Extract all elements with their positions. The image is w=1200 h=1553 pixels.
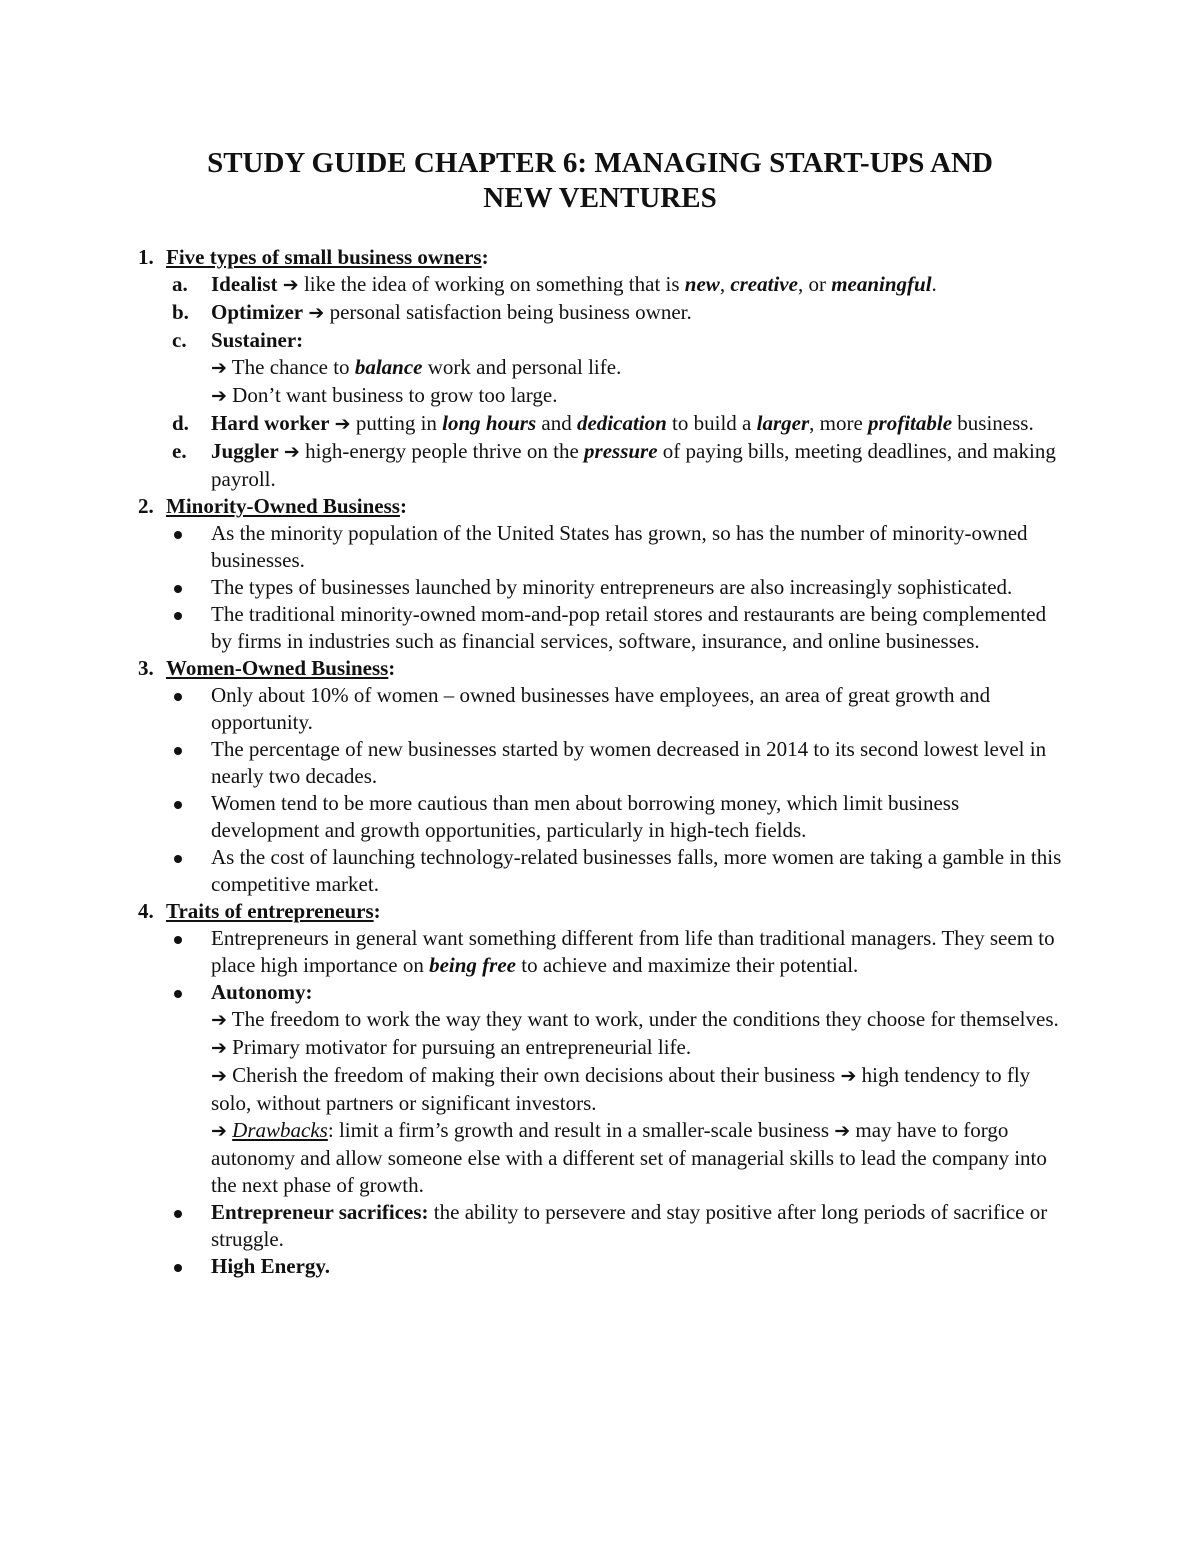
right-arrow-icon: ➔ (840, 1065, 857, 1087)
right-arrow-icon: ➔ (211, 1065, 227, 1087)
document-body (138, 244, 1068, 1280)
list-item: As the cost of launching technology-related businesses falls, more women are taking a gamble in this competitive market. (138, 844, 1068, 898)
bullet-icon (174, 1210, 182, 1218)
sub-line: ➔ Drawbacks: limit a firm’s growth and result in a smaller-scale business ➔ may have to forgo autonomy and allow someone else with a different set of managerial skills to lead the company into the next phase of growth. (211, 1118, 1047, 1197)
list-marker: e. (172, 439, 187, 463)
bullet-icon (174, 531, 182, 539)
term: Sustainer: (211, 328, 304, 352)
list-item-autonomy (138, 979, 1068, 1199)
bullet-icon (174, 990, 182, 998)
list-item-sustainer (138, 327, 1068, 410)
title-line-1: STUDY GUIDE CHAPTER 6: MANAGING START-UPS AND (207, 147, 993, 179)
list-item-juggler: e. Juggler ➔ high-energy people thrive on the pressure of paying bills, meeting deadlines, and making payroll. (172, 439, 1056, 491)
sub-line: ➔ The chance to balance work and personal life. (211, 355, 622, 379)
section-title: Traits of entrepreneurs (166, 899, 374, 923)
sub-line: ➔ Don’t want business to grow too large. (211, 383, 558, 407)
bullet-icon (174, 855, 182, 863)
bullet-icon (174, 1264, 182, 1272)
title-line-2: NEW VENTURES (483, 182, 717, 214)
right-arrow-icon: ➔ (211, 385, 227, 407)
sub-line: ➔ Cherish the freedom of making their own decisions about their business ➔ high tendency to fly solo, without partners or significant investors. (211, 1063, 1031, 1115)
right-arrow-icon: ➔ (834, 1120, 851, 1142)
list-item: As the minority population of the United States has grown, so has the number of minority-owned businesses. (138, 520, 1068, 574)
term: Juggler (211, 439, 279, 463)
section-title: Women-Owned Business (166, 656, 389, 680)
section-number: 3. (138, 656, 154, 680)
term: Hard worker (211, 411, 330, 435)
list-item: The traditional minority-owned mom-and-pop retail stores and restaurants are being complemented by firms in industries such as financial services, software, insurance, and online businesses. (138, 601, 1068, 655)
right-arrow-icon: ➔ (283, 441, 300, 463)
bullet-icon (174, 747, 182, 755)
section-heading-3: 3. Women-Owned Business: (138, 656, 396, 680)
right-arrow-icon: ➔ (282, 274, 299, 296)
bullet-icon (174, 693, 182, 701)
section-title: Minority-Owned Business (166, 494, 400, 518)
section-heading-2: 2. Minority-Owned Business: (138, 494, 407, 518)
sub-line: ➔ Primary motivator for pursuing an entrepreneurial life. (211, 1035, 692, 1059)
term: High Energy. (211, 1254, 331, 1278)
list-item-sacrifices: Entrepreneur sacrifices: the ability to persevere and stay positive after long periods of sacrifice or struggle. (138, 1199, 1068, 1253)
section-title: Five types of small business owners (166, 245, 482, 269)
bullet-icon (174, 585, 182, 593)
right-arrow-icon: ➔ (211, 1037, 227, 1059)
list-item: Women tend to be more cautious than men about borrowing money, which limit business development and growth opportunities, particularly in high-tech fields. (138, 790, 1068, 844)
list-item-optimizer: b. Optimizer ➔ personal satisfaction being business owner. (172, 300, 692, 324)
list-item: Entrepreneurs in general want something different from life than traditional managers. They seem to place high importance on being free to achieve and maximize their potential. (138, 925, 1068, 979)
list-item: The types of businesses launched by minority entrepreneurs are also increasingly sophisticated. (138, 574, 1068, 601)
list-item: Only about 10% of women – owned businesses have employees, an area of great growth and opportunity. (138, 682, 1068, 736)
bullet-icon (174, 801, 182, 809)
section-heading-4: 4. Traits of entrepreneurs: (138, 899, 381, 923)
list-marker: c. (172, 328, 187, 352)
bullet-icon (174, 936, 182, 944)
list-item: The percentage of new businesses started by women decreased in 2014 to its second lowest level in nearly two decades. (138, 736, 1068, 790)
term: Optimizer (211, 300, 304, 324)
right-arrow-icon: ➔ (211, 1009, 227, 1031)
list-item-hard-worker: d. Hard worker ➔ putting in long hours and dedication to build a larger, more profitable business. (172, 411, 1034, 435)
list-marker: b. (172, 300, 189, 324)
section-heading-1: 1. Five types of small business owners: (138, 245, 489, 269)
right-arrow-icon: ➔ (308, 302, 325, 324)
term: Idealist (211, 272, 278, 296)
bullet-icon (174, 612, 182, 620)
list-marker: d. (172, 411, 189, 435)
right-arrow-icon: ➔ (334, 413, 351, 435)
section-number: 4. (138, 899, 154, 923)
list-item-idealist: a. Idealist ➔ like the idea of working on something that is new, creative, or meaningful. (172, 272, 937, 296)
list-marker: a. (172, 272, 188, 296)
term: Autonomy: (211, 980, 313, 1004)
term: Entrepreneur sacrifices: (211, 1200, 429, 1224)
section-number: 2. (138, 494, 154, 518)
list-item-energy (138, 1253, 1068, 1280)
section-number: 1. (138, 245, 154, 269)
sub-line: ➔ The freedom to work the way they want to work, under the conditions they choose for themselves. (211, 1007, 1059, 1031)
page-title (150, 146, 1050, 216)
right-arrow-icon: ➔ (211, 1120, 227, 1142)
drawbacks-label: Drawbacks (232, 1118, 328, 1142)
right-arrow-icon: ➔ (211, 357, 227, 379)
